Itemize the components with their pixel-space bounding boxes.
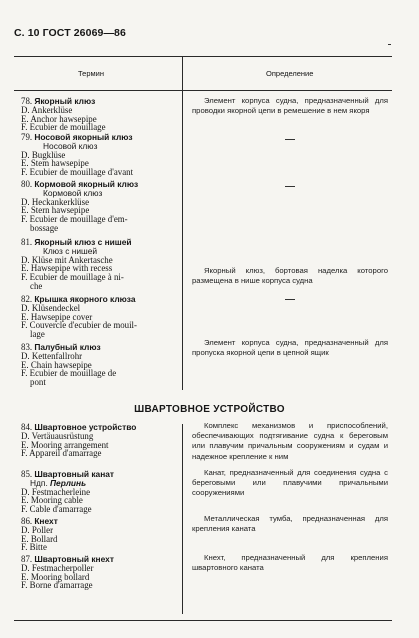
entry-number: 87. [21, 554, 33, 564]
term-ru: Кормовой якорный клюз [34, 179, 139, 189]
term-fr: F. Ecubier de mouillage d'em- [21, 214, 128, 225]
term-ru: Якорный клюз [34, 96, 96, 106]
term-de: D. Bugklüse [21, 149, 66, 160]
term-de: D. Klüse mit Ankertasche [21, 254, 113, 265]
entry-number: 84. [21, 422, 33, 432]
term-de: D. Kettenfallrohr [21, 350, 83, 361]
term-entry-81 [21, 238, 181, 291]
ndp-label: Ндп. [30, 477, 48, 488]
entry-number: 82. [21, 294, 33, 304]
entry-number: 83. [21, 342, 33, 352]
term-entry-80 [21, 180, 181, 233]
section-title: ШВАРТОВНОЕ УСТРОЙСТВО [134, 404, 285, 415]
term-en: E. Stern hawsepipe [21, 205, 90, 216]
term-en: E. Stem hawsepipe [21, 158, 89, 169]
definition-87: Кнехт, предназначенный для крепления швартовного каната [192, 553, 388, 573]
definition-84: Комплекс механизмов и приспособлений, обеспечивающих подтягивание судна к береговым или плавучим причальным сооружениям и судам и надежное крепление к ним [192, 421, 388, 461]
term-en: E. Mooring bollard [21, 571, 90, 582]
term-ru-alt: Клюз с нишей [43, 245, 98, 256]
term-en: E. Bollard [21, 533, 58, 544]
entry-number: 79. [21, 132, 33, 142]
entry-number: 78. [21, 96, 33, 106]
term-ru: Швартовное устройство [34, 422, 137, 432]
term-ru-alt: Кормовой клюз [43, 187, 103, 198]
term-entry-79 [21, 133, 181, 177]
term-ru-alt: Носовой клюз [43, 140, 98, 151]
term-de: D. Festmacherpoller [21, 562, 94, 573]
entry-number: 85. [21, 469, 33, 479]
column-divider [182, 56, 183, 390]
term-ru: Якорный клюз с нишей [34, 237, 132, 247]
term-fr: F. Borne d'amarrage [21, 580, 93, 591]
term-en: E. Hawsepipe with recess [21, 263, 113, 274]
term-fr: F. Ecubier de mouillage d'avant [21, 167, 134, 178]
column-divider-2 [182, 424, 183, 614]
entry-number: 86. [21, 516, 33, 526]
definition-80-dash [285, 186, 295, 187]
definition-85: Канат, предназначенный для соединения судна с береговыми или плавучими причальными сооружениями [192, 468, 388, 498]
term-entry-78 [21, 97, 181, 132]
table-header [14, 56, 392, 91]
term-fr: F. Ecubier de mouillage de [21, 368, 117, 379]
term-ru: Швартовный кнехт [34, 554, 114, 564]
term-fr-cont: che [30, 280, 43, 291]
column-header-definition: Определение [266, 69, 314, 78]
term-de: D. Festmacherleine [21, 486, 91, 497]
term-entry-82 [21, 295, 181, 339]
ndp-term: Перлинь [50, 477, 87, 488]
term-ru: Кнехт [34, 516, 58, 526]
term-fr-cont: lage [30, 329, 45, 340]
term-entry-87 [21, 555, 181, 590]
term-entry-85 [21, 470, 181, 514]
term-en: E. Chain hawsepipe [21, 359, 92, 370]
entry-number: 81. [21, 237, 33, 247]
term-de: D. Klüsendeckel [21, 302, 81, 313]
term-fr: F. Cable d'amarrage [21, 504, 92, 515]
definition-86: Металлическая тумба, предназначенная для крепления каната [192, 514, 388, 534]
bottom-rule [14, 620, 392, 621]
column-header-term: Термин [78, 69, 104, 78]
term-ru: Крышка якорного клюза [34, 294, 136, 304]
page-header: С. 10 ГОСТ 26069—86 [14, 27, 126, 39]
term-fr-cont: pont [30, 377, 46, 388]
term-de: D. Ankerklüse [21, 104, 73, 115]
term-ru: Носовой якорный клюз [34, 132, 133, 142]
term-fr: F. Couvercle d'ecubier de mouil- [21, 320, 137, 331]
term-en: E. Mooring arrangement [21, 439, 109, 450]
term-ru: Швартовный канат [34, 469, 115, 479]
term-en: E. Anchor hawsepipe [21, 113, 97, 124]
term-fr: F. Bitte [21, 542, 47, 553]
definition-82-dash [285, 299, 295, 300]
term-de: D. Poller [21, 524, 54, 535]
term-entry-84 [21, 423, 181, 458]
term-fr: F. Ecubier de mouillage à ni- [21, 272, 124, 283]
corner-tick [388, 44, 391, 45]
term-en: E. Hawsepipe cover [21, 311, 93, 322]
term-fr: F. Appareil d'amarrage [21, 448, 102, 459]
definition-81: Якорный клюз, бортовая наделка которого размещена в нише корпуса судна [192, 266, 388, 286]
term-fr: F. Ecubier de mouillage [21, 122, 106, 133]
term-entry-86 [21, 517, 181, 552]
term-ru: Палубный клюз [34, 342, 101, 352]
term-en: E. Mooring cable [21, 495, 83, 506]
definition-78: Элемент корпуса судна, предназначенный для проводки якорной цепи в ремешение в нем якоря [192, 96, 388, 116]
term-de: D. Vertäuausrüstung [21, 430, 94, 441]
term-de: D. Heckankerklüse [21, 196, 90, 207]
term-entry-83 [21, 343, 181, 387]
definition-83: Элемент корпуса судна, предназначенный для пропуска якорной цепи в цепной ящик [192, 338, 388, 358]
entry-number: 80. [21, 179, 33, 189]
term-fr-cont: bossage [30, 222, 59, 233]
definition-79-dash [285, 139, 295, 140]
